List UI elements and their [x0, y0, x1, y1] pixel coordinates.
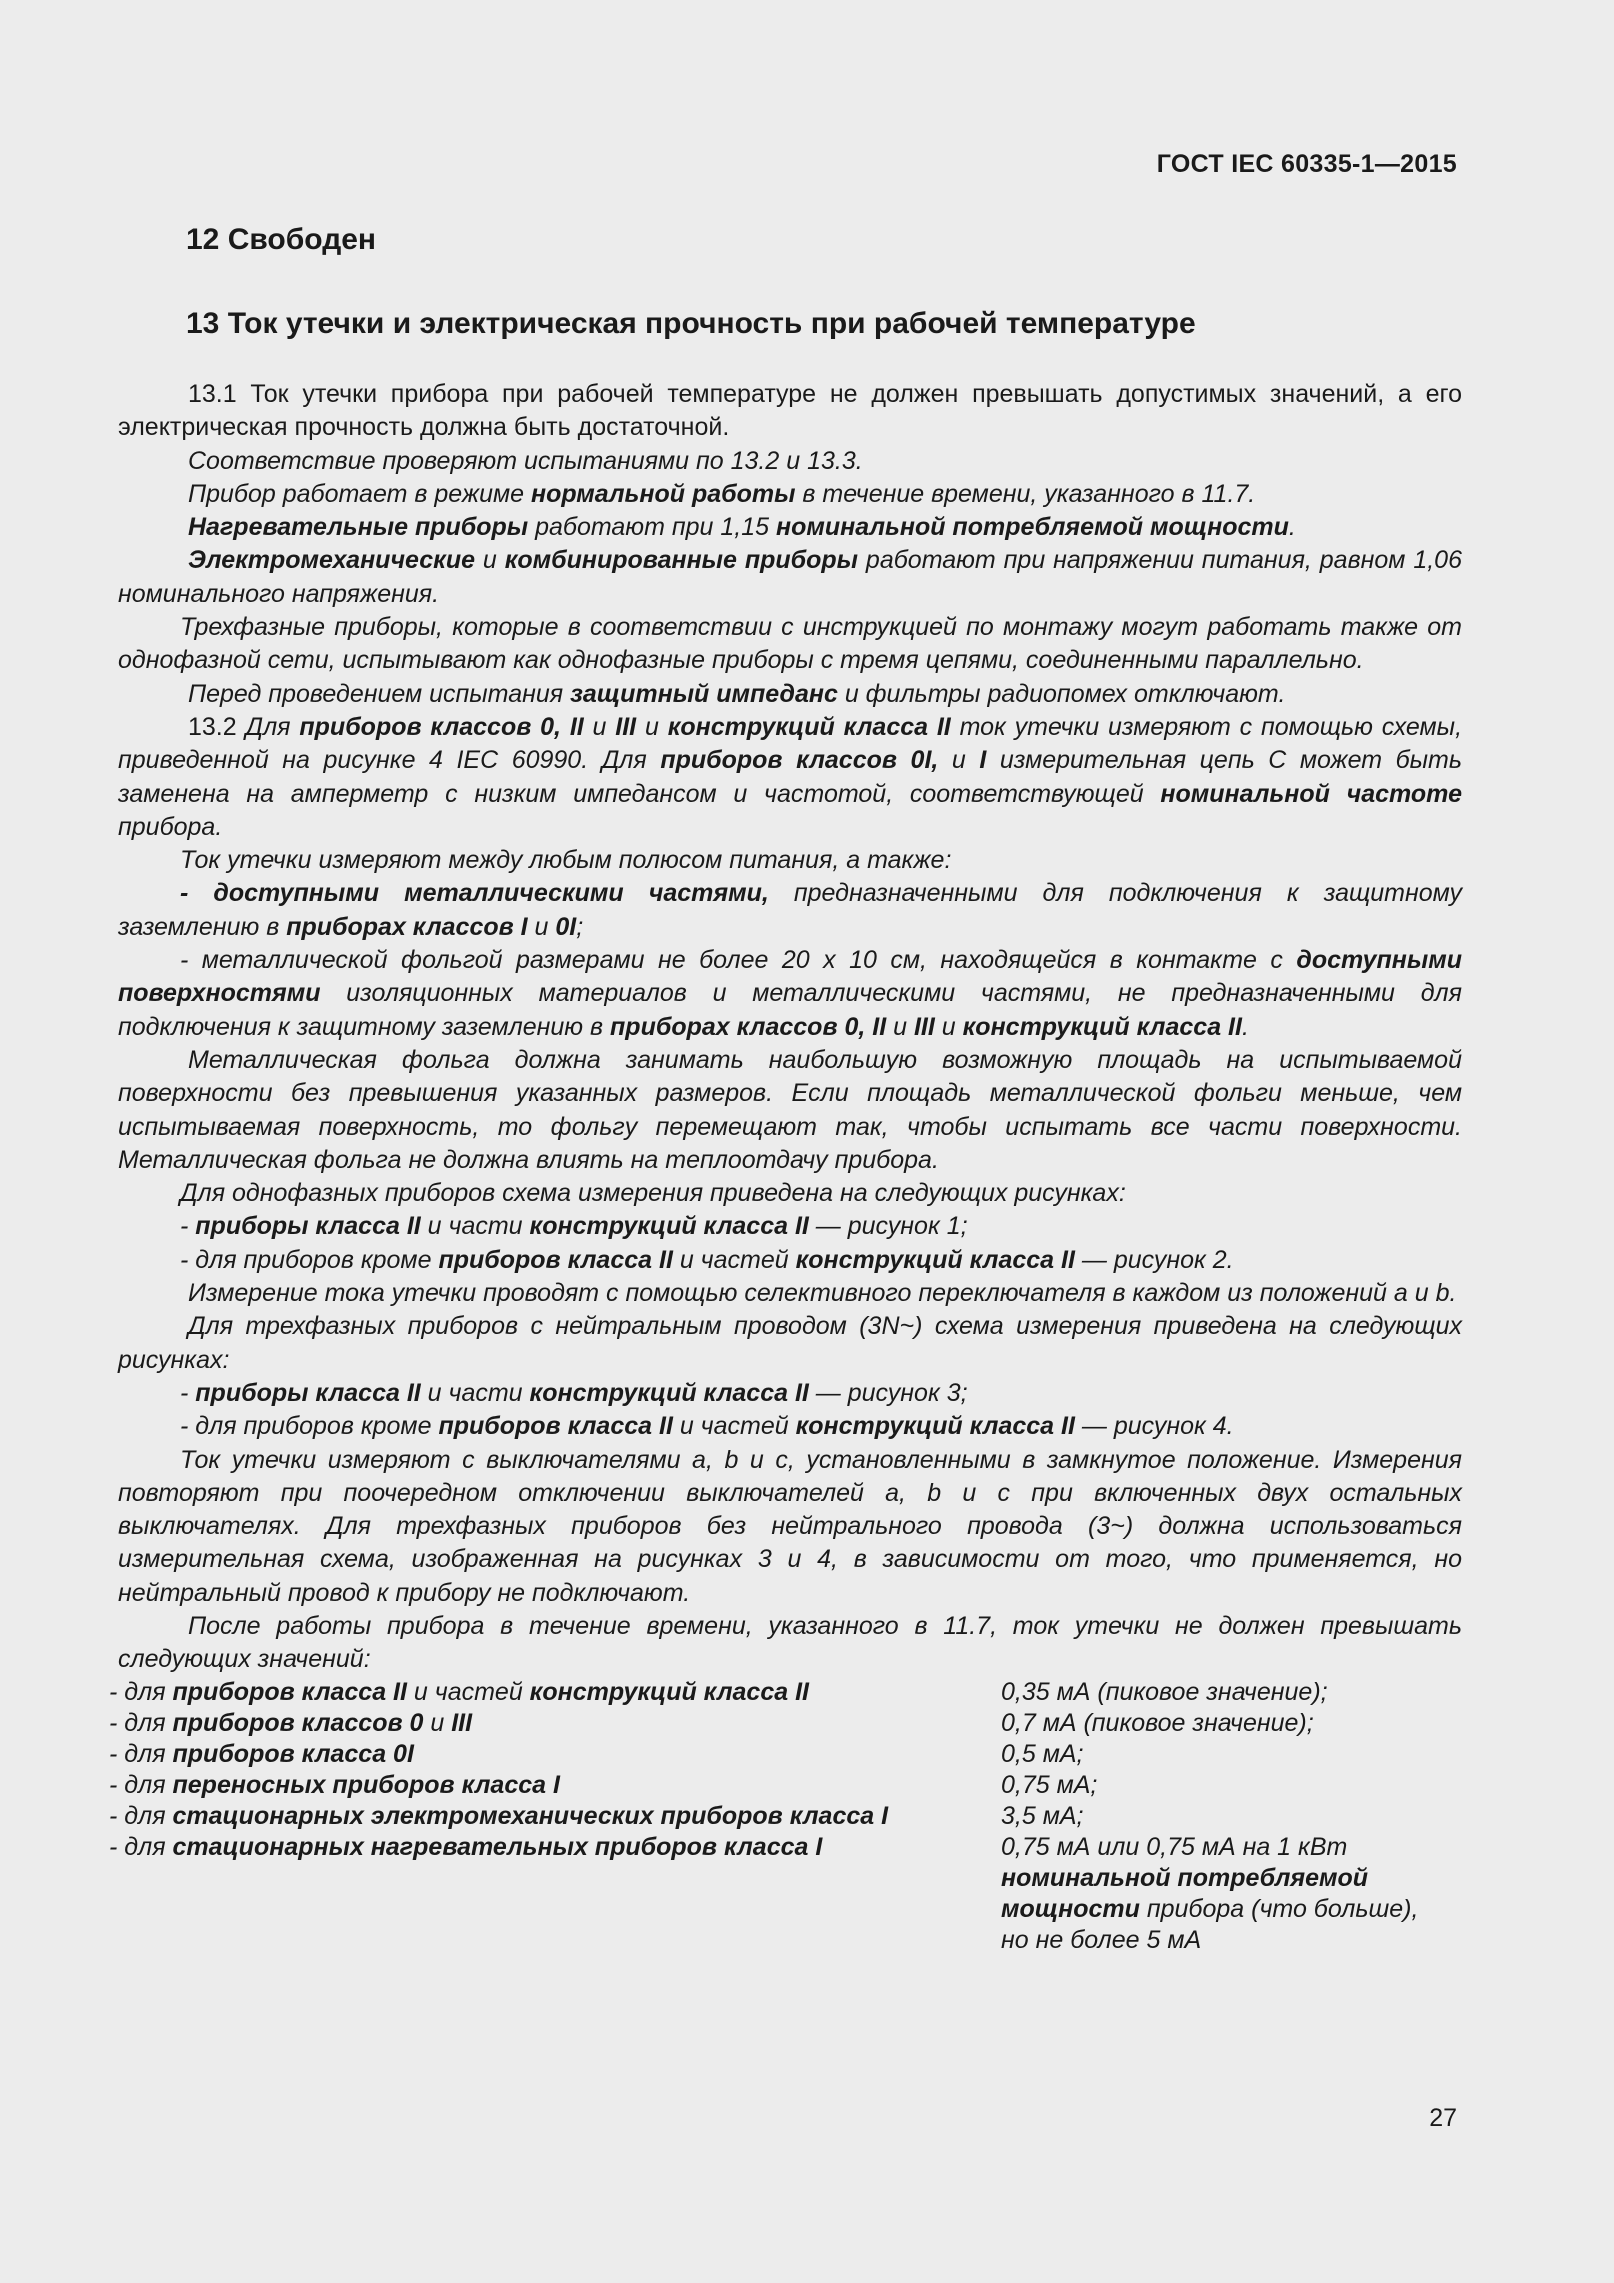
list-item-accessible-metal: - доступными металлическими частями, предназначенными для подключения к защитному заземлению в приборах классов I и 0I; [118, 879, 1462, 941]
leakage-limits-table [109, 1677, 1462, 1956]
para-protective-impedance: Перед проведением испытания защитный импеданс и фильтры радиопомех отключают. [188, 679, 1286, 708]
limit-row [109, 1708, 1462, 1739]
limit-value: 0,35 мА (пиковое значение); [1001, 1677, 1328, 1706]
list-item-figure-2: - для приборов кроме приборов класса II и частей конструкций класса II — рисунок 2. [180, 1245, 1234, 1274]
para-metal-foil-area: Металлическая фольга должна занимать наибольшую возможную площадь на испытываемой поверхности без превышения указанных размеров. Если площадь металлической фольги меньше, чем испытываемая поверхность, то фольгу перемещают так, чтобы испытать все части поверхности. Металлическая фольга не должна влиять на теплоотдачу прибора. [118, 1045, 1462, 1174]
list-item-metal-foil: - металлической фольгой размерами не более 20 x 10 см, находящейся в контакте с доступными поверхностями изоляционных материалов и металлическими частями, не предназначенными для подключения к защитному заземлению в приборах классов 0, II и III и конструкций класса II. [118, 946, 1462, 1041]
list-item-figure-3: - приборы класса II и части конструкций класса II — рисунок 3; [180, 1378, 968, 1407]
limit-row [109, 1677, 1462, 1708]
para-three-phase-neutral: Для трехфазных приборов с нейтральным проводом (3N~) схема измерения приведена на следующих рисунках: [118, 1312, 1462, 1374]
limit-value: 0,75 мА; [1001, 1770, 1098, 1799]
limit-value: 0,75 мА или 0,75 мА на 1 кВт номинальной потребляемой мощности прибора (что больше), но не более 5 мА [1001, 1832, 1419, 1954]
limit-value: 0,5 мА; [1001, 1739, 1084, 1768]
standard-code: ГОСТ IEC 60335-1—2015 [1156, 150, 1457, 178]
list-item-figure-4: - для приборов кроме приборов класса II и частей конструкций класса II — рисунок 4. [180, 1412, 1234, 1441]
limit-row [109, 1770, 1462, 1801]
limit-appliance: - для переносных приборов класса I [109, 1770, 560, 1799]
limit-row [109, 1801, 1462, 1832]
limit-appliance: - для стационарных электромеханических приборов класса I [109, 1801, 889, 1830]
limit-value: 3,5 мА; [1001, 1801, 1084, 1830]
para-switches: Ток утечки измеряют с выключателями a, b и c, установленными в замкнутое положение. Измерения повторяют при поочередном отключении выключателей a, b и c при включенных двух остальных выключателях. Для трехфазных приборов без нейтрального провода (3~) должна использоваться измерительная схема, изображенная на рисунках 3 и 4, в зависимости от того, что применяется, но нейтральный провод к прибору не подключают. [118, 1445, 1462, 1607]
limit-appliance: - для приборов класса 0I [109, 1739, 414, 1768]
limit-value: 0,7 мА (пиковое значение); [1001, 1708, 1314, 1737]
para-selector-switch: Измерение тока утечки проводят с помощью селективного переключателя в каждом из положений a и b. [188, 1279, 1457, 1308]
page-number: 27 [1429, 2104, 1457, 2132]
para-single-phase: Для однофазных приборов схема измерения приведена на следующих рисунках: [180, 1179, 1126, 1208]
para-motor-operated: Электромеханические и комбинированные приборы работают при напряжении питания, равном 1,06 номинального напряжения. [118, 546, 1462, 608]
limit-appliance: - для приборов класса II и частей конструкций класса II [109, 1677, 809, 1706]
para-three-phase: Трехфазные приборы, которые в соответствии с инструкцией по монтажу могут работать также от однофазной сети, испытывают как однофазные приборы с тремя цепями, соединенными параллельно. [118, 613, 1462, 675]
para-measured-between: Ток утечки измеряют между любым полюсом питания, а также: [180, 846, 952, 875]
para-13-2: 13.2 Для приборов классов 0, II и III и конструкций класса II ток утечки измеряют с помощью схемы, приведенной на рисунке 4 IEC 60990. Для приборов классов 0I, и I измерительная цепь С может быть заменена на амперметр с низким импедансом и частотой, соответствующей номинальной частоте прибора. [118, 712, 1463, 841]
para-compliance: Соответствие проверяют испытаниями по 13.2 и 13.3. [188, 446, 863, 475]
para-normal-operation: Прибор работает в режиме нормальной работы в течение времени, указанного в 11.7. [188, 479, 1256, 508]
limit-appliance: - для стационарных нагревательных приборов класса I [109, 1832, 823, 1861]
section-13-title: 13 Ток утечки и электрическая прочность при рабочей температуре [186, 307, 1196, 340]
limit-row [109, 1832, 1462, 1956]
limit-row [109, 1739, 1462, 1770]
section-12-title: 12 Свободен [186, 223, 377, 256]
para-heating: Нагревательные приборы работают при 1,15 номинальной потребляемой мощности. [188, 513, 1296, 542]
para-limits-intro: После работы прибора в течение времени, указанного в 11.7, ток утечки не должен превышать следующих значений: [118, 1611, 1462, 1674]
list-item-figure-1: - приборы класса II и части конструкций класса II — рисунок 1; [180, 1212, 968, 1241]
para-13-1: 13.1 Ток утечки прибора при рабочей температуре не должен превышать допустимых значений, а его электрическая прочность должна быть достаточной. [118, 380, 1462, 442]
limit-appliance: - для приборов классов 0 и III [109, 1708, 473, 1737]
section-13-body [109, 378, 1463, 1956]
